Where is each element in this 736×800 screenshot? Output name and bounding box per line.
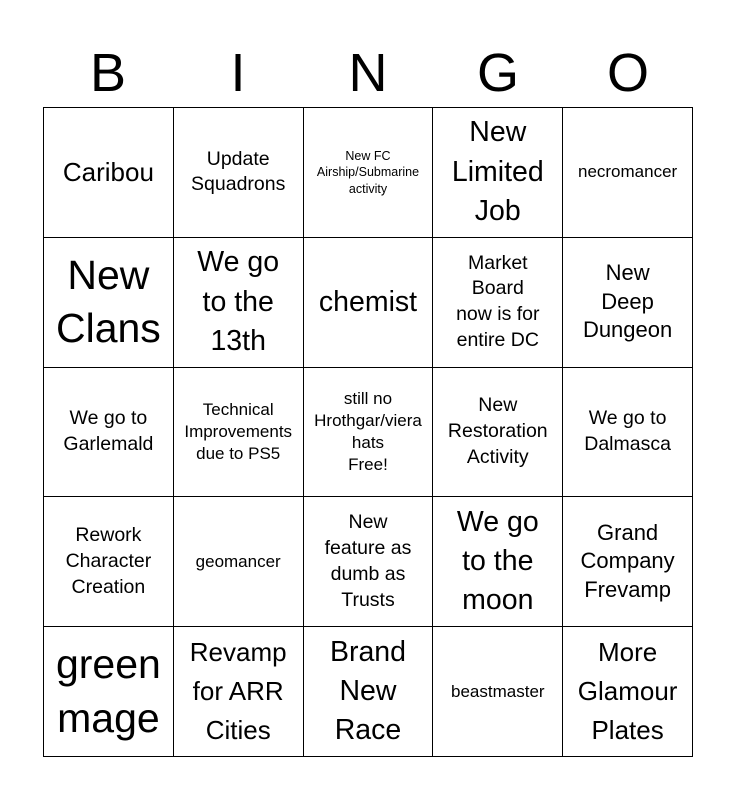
bingo-cell[interactable] bbox=[304, 108, 434, 238]
cell-text: Brand New Race bbox=[329, 635, 407, 747]
bingo-cell[interactable] bbox=[563, 238, 693, 368]
bingo-cell[interactable] bbox=[563, 108, 693, 238]
bingo-cell[interactable] bbox=[563, 497, 693, 627]
bingo-cell[interactable] bbox=[174, 627, 304, 757]
cell-text: Caribou bbox=[62, 156, 154, 187]
cell-text: Rework Character Creation bbox=[65, 524, 152, 598]
bingo-board bbox=[43, 107, 693, 757]
header-letter-n: N bbox=[348, 43, 388, 103]
cell-text: We go to the moon bbox=[456, 505, 539, 617]
bingo-cell[interactable] bbox=[563, 627, 693, 757]
bingo-cell[interactable] bbox=[174, 238, 304, 368]
cell-text: Revamp for ARR Cities bbox=[189, 637, 287, 746]
bingo-cell[interactable] bbox=[304, 497, 434, 627]
cell-text: geomancer bbox=[195, 551, 281, 571]
bingo-cell[interactable] bbox=[174, 108, 304, 238]
bingo-cell[interactable] bbox=[174, 368, 304, 498]
bingo-cell[interactable] bbox=[433, 497, 563, 627]
bingo-cell[interactable] bbox=[563, 368, 693, 498]
header-letter-i: I bbox=[230, 43, 246, 103]
bingo-cell[interactable] bbox=[44, 108, 174, 238]
bingo-cell[interactable] bbox=[304, 238, 434, 368]
bingo-cell[interactable] bbox=[433, 368, 563, 498]
bingo-cell[interactable] bbox=[304, 627, 434, 757]
bingo-cell[interactable] bbox=[433, 627, 563, 757]
bingo-header bbox=[43, 40, 693, 106]
cell-text: New Limited Job bbox=[451, 116, 544, 228]
header-letter-b: B bbox=[89, 43, 127, 103]
cell-text: New Restoration Activity bbox=[447, 394, 548, 468]
bingo-cell[interactable] bbox=[44, 497, 174, 627]
bingo-cell[interactable] bbox=[44, 238, 174, 368]
cell-text: Technical Improvements due to PS5 bbox=[184, 399, 293, 464]
cell-text: We go to Garlemald bbox=[63, 407, 154, 455]
cell-text: New Deep Dungeon bbox=[582, 260, 673, 343]
bingo-cell[interactable] bbox=[304, 368, 434, 498]
header-letter-o: O bbox=[606, 43, 649, 103]
bingo-cell[interactable] bbox=[433, 108, 563, 238]
cell-text: still no Hrothgar/viera hats Free! bbox=[314, 388, 422, 475]
bingo-cell[interactable] bbox=[433, 238, 563, 368]
cell-text: New Clans bbox=[55, 251, 161, 352]
cell-text: Grand Company Frevamp bbox=[580, 519, 675, 603]
cell-text: We go to Dalmasca bbox=[584, 407, 671, 455]
header-letter-g: G bbox=[476, 43, 519, 103]
cell-text: chemist bbox=[318, 285, 418, 318]
cell-text: Market Board now is for entire DC bbox=[456, 251, 540, 351]
cell-text: New FC Airship/Submarine activity bbox=[316, 149, 420, 196]
cell-text: New feature as dumb as Trusts bbox=[324, 511, 412, 611]
bingo-cell[interactable] bbox=[44, 627, 174, 757]
cell-text: necromancer bbox=[577, 162, 678, 182]
bingo-cell[interactable] bbox=[174, 497, 304, 627]
bingo-cell[interactable] bbox=[44, 368, 174, 498]
cell-text: We go to the 13th bbox=[197, 246, 280, 357]
cell-text: beastmaster bbox=[451, 681, 545, 701]
cell-text: green mage bbox=[55, 641, 161, 741]
cell-text: Update Squadrons bbox=[191, 147, 286, 196]
cell-text: More Glamour Plates bbox=[577, 637, 678, 746]
